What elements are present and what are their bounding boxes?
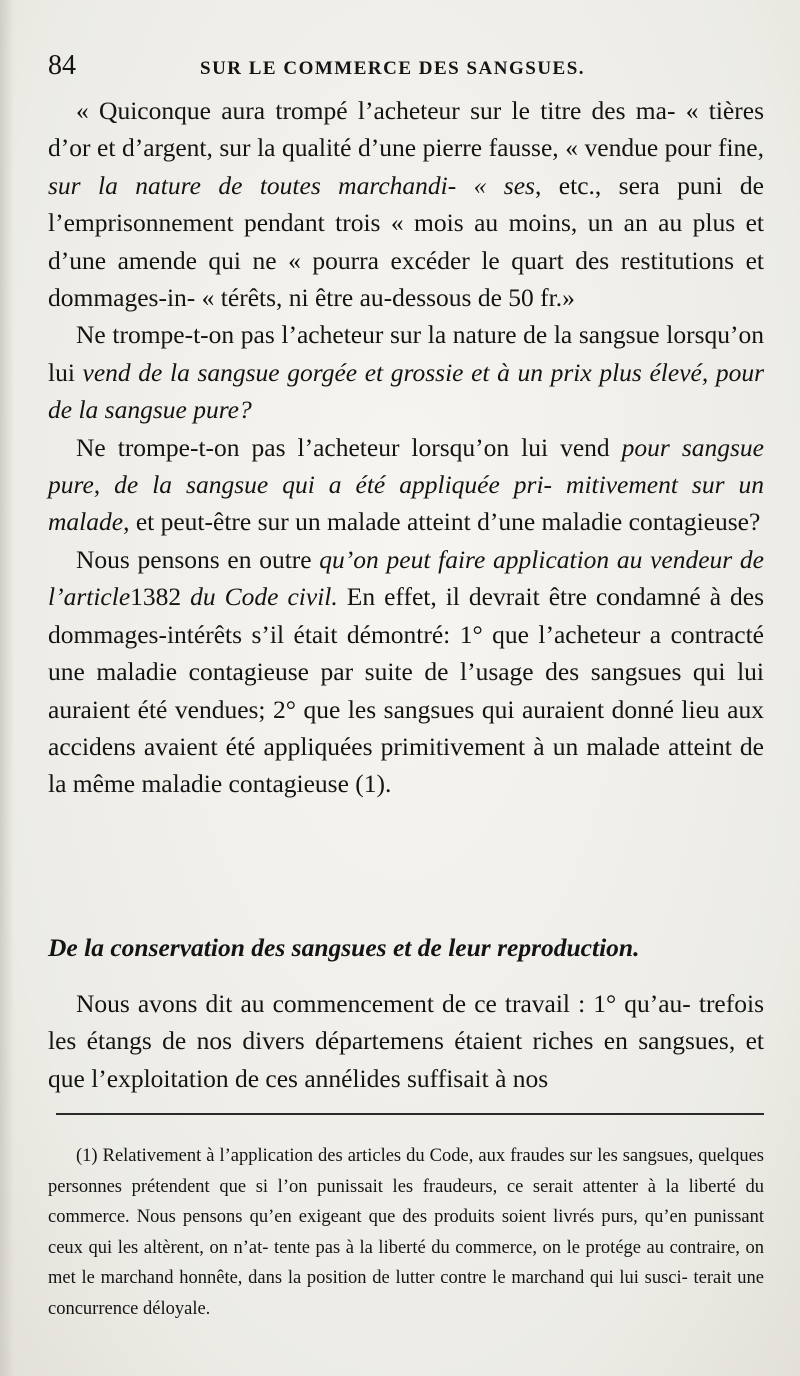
text-run: Ne trompe-t-on pas l’acheteur sur la nature de la sangsue lorsqu’on lui [48,320,764,387]
italic-run: pour sangsue pure, de la sangsue qui a été appliquée pri- mitivement sur un malade [48,432,764,537]
footnote [48,1141,764,1324]
body-text [48,92,764,803]
text-run: « Quiconque aura trompé l’acheteur sur le titre des ma- « tières d’or et d’argent, sur la qualité d’une pierre fausse, « vendue pour fine, [48,96,764,163]
running-title: SUR LE COMMERCE DES SANGSUES. [200,58,586,79]
italic-run: vend de la sangsue gorgée et grossie et à un prix plus élevé, pour de la sangsue pure? [48,357,764,425]
section-heading: De la conservation des sangsues et de leur reproduction. [48,933,640,962]
page-number: 84 [48,50,76,81]
text-run: En effet, il devrait être condamné à des dommages-intérêts s’il était démontré: 1° que l’acheteur a contracté une maladie contagieuse par suite de l’usage des sangsues qui lui auraient été vendues; 2° que les sangsues qui auraient donné lieu aux accidens avaient été appliquées primitivement à un malade atteint de la même maladie contagieuse (1). [48,582,765,799]
text-run: 1382 [130,582,191,612]
paragraph-code-quote [48,92,764,316]
italic-run: sur la nature de toutes marchandi- « ses [48,170,535,200]
paragraph-question-1 [48,316,764,428]
text-run: Nous pensons en outre [76,544,320,574]
running-head [48,50,764,80]
italic-run: du Code civil. [190,582,338,612]
italic-run: qu’on peut faire application au vendeur de l’article [48,544,764,612]
footnote-rule [56,1113,764,1115]
text-run: Nous avons dit au commencement de ce travail : 1° qu’au- trefois les étangs de nos divers départemens étaient riches en sangsues, et que l’exploitation de ces annélides suffisait à nos [48,989,764,1093]
body-text-continued [48,985,764,1097]
text-run: , etc., sera puni de l’emprisonnement pendant trois « mois au moins, un an au plus et d’une amende qui ne « pourra excéder le quart des restitutions et dommages-in- « térêts, ni être au-dessous de 50 fr.» [48,170,764,313]
footnote-text: (1) Relativement à l’application des articles du Code, aux fraudes sur les sangsues, quelques personnes prétendent que si l’on punissait les fraudeurs, ce serait attenter à la liberté du commerce. Nous pensons qu’en exigeant que des produits soient livrés purs, qu’en punissant ceux qui les altèrent, on n’at- tente pas à la liberté du commerce, on le protége au contraire, on met le marchand honnête, dans la position de lutter contre le marchand qui lui susci- terait une concurrence déloyale. [48,1146,764,1319]
binding-shadow [0,0,14,1376]
text-run: , et peut-être sur un malade atteint d’une maladie contagieuse? [123,507,761,537]
paragraph-article-1382 [48,541,764,803]
text-run: Ne trompe-t-on pas l’acheteur lorsqu’on lui vend [76,432,622,462]
paragraph-conservation [48,985,764,1097]
paragraph-question-2 [48,429,764,541]
